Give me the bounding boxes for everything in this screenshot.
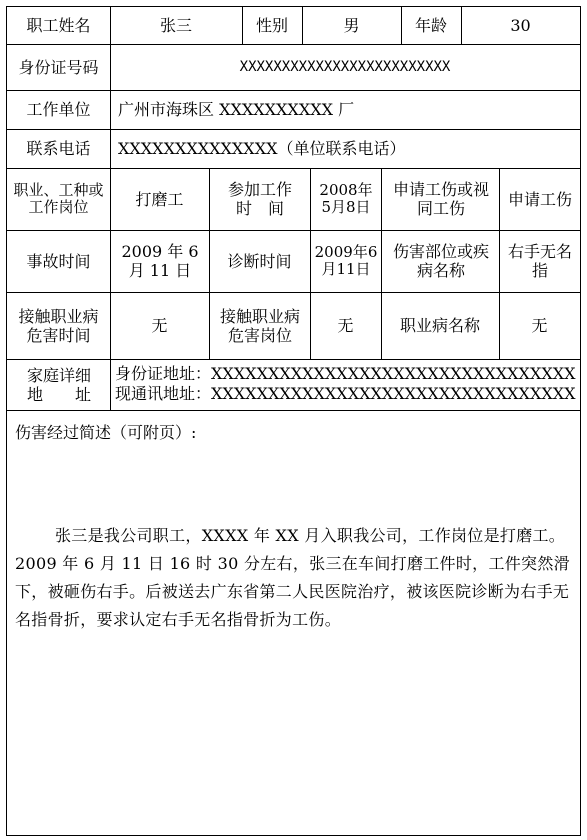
exposure-post-value: 无 — [337, 316, 354, 335]
job-value: 打磨工 — [135, 189, 184, 209]
exposure-post-label: 接触职业病危害岗位 — [219, 306, 300, 345]
id-number-label: 身份证号码 — [18, 57, 99, 77]
employer-label: 工作单位 — [26, 100, 91, 119]
current-address: 现通讯地址：XXXXXXXXXXXXXXXXXXXXXXXXXXXXXXXX — [115, 384, 576, 403]
name-value: 张三 — [159, 16, 192, 35]
disease-name-value: 无 — [531, 316, 548, 335]
phone-label: 联系电话 — [26, 139, 91, 158]
claim-type-value: 申请工伤 — [508, 189, 573, 209]
gender-label: 性别 — [255, 16, 288, 35]
start-work-value: 2008年5月8日 — [319, 181, 373, 216]
employer-value: 广州市海珠区 XXXXXXXXXX 厂 — [118, 100, 355, 119]
job-label: 职业、工种或工作岗位 — [13, 181, 104, 216]
injury-part-value: 右手无名指 — [508, 242, 573, 280]
exposure-time-value: 无 — [151, 316, 168, 335]
exposure-time-label: 接触职业病危害时间 — [18, 306, 99, 345]
name-label: 职工姓名 — [26, 16, 91, 35]
claim-type-label: 申请工伤或视同工伤 — [392, 180, 489, 218]
home-address-label: 家庭详细地 址 — [26, 365, 91, 404]
injury-part-label: 伤害部位或疾病名称 — [392, 242, 489, 280]
injury-claim-form — [6, 6, 581, 836]
disease-name-label: 职业病名称 — [399, 316, 480, 335]
gender-value: 男 — [343, 16, 360, 35]
start-work-label: 参加工作时 间 — [227, 180, 292, 218]
phone-value: XXXXXXXXXXXXXX（单位联系电话） — [118, 139, 406, 158]
diagnosis-time-label: 诊断时间 — [227, 251, 292, 271]
description-title: 伤害经过简述（可附页）: — [15, 423, 197, 442]
diagnosis-time-value: 2009年6月11日 — [314, 243, 378, 278]
accident-time-label: 事故时间 — [26, 251, 91, 271]
age-label: 年龄 — [414, 16, 447, 35]
row-divider — [7, 410, 580, 411]
description-body: 张三是我公司职工，XXXX 年 XX 月入职我公司，工作岗位是打磨工。2009 年 6 月 11 日 16 时 30 分左右，张三在车间打磨工件时，工件突然滑下，被砸伤右手。后被送去广东省第二人民医院治疗，被该医院诊断为右手无名指骨折，要求认定右手无名指骨折为工伤。 — [15, 526, 570, 629]
id-address: 身份证地址：XXXXXXXXXXXXXXXXXXXXXXXXXXXXXXXX — [115, 364, 576, 383]
id-number-value: XXXXXXXXXXXXXXXXXXXXXXXXX — [239, 58, 451, 75]
accident-time-value: 2009 年 6 月 11 日 — [121, 242, 199, 280]
age-value: 30 — [510, 16, 531, 35]
